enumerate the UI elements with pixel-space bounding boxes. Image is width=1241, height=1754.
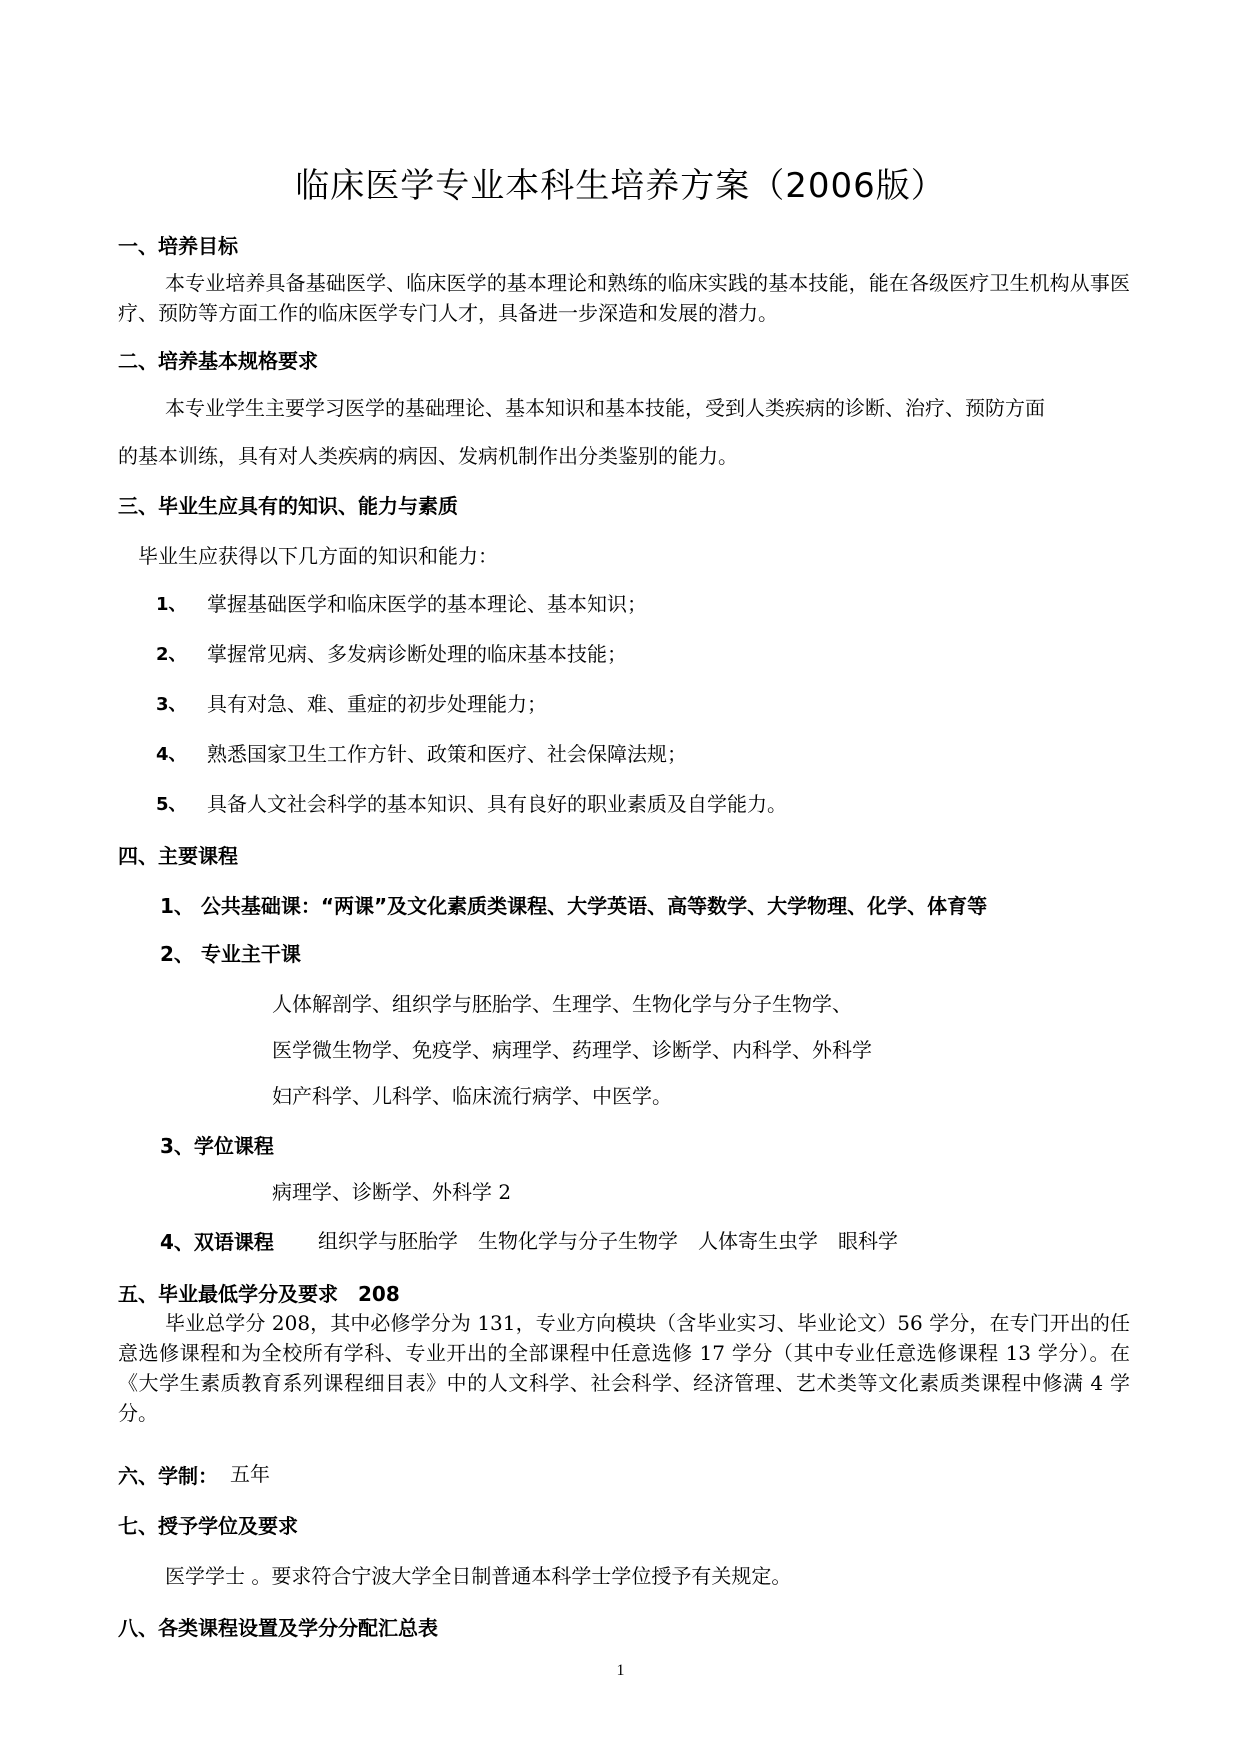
list-item: 掌握基础医学和临床医学的基本理论、基本知识； [207,592,647,616]
study-duration: 五年 [230,1462,270,1486]
list-item-number: 4、 [156,744,187,765]
section-7-paragraph: 医学学士 。要求符合宁波大学全日制普通本科学士学位授予有关规定。 [165,1564,792,1588]
section-2-heading: 二、培养基本规格要求 [118,349,318,373]
section-4-heading: 四、主要课程 [118,844,238,868]
major-courses-line-3: 妇产科学、儿科学、临床流行病学、中医学。 [272,1084,672,1108]
bilingual-courses: 组织学与胚胎学 生物化学与分子生物学 人体寄生虫学 眼科学 [318,1229,898,1253]
section-1-paragraph: 本专业培养具备基础医学、临床医学的基本理论和熟练的临床实践的基本技能，能在各级医疗卫生机构从事医疗、预防等方面工作的临床医学专门人才，具备进一步深造和发展的潜力。 [118,271,1130,325]
list-item: 具有对急、难、重症的初步处理能力； [207,692,547,716]
list-item: 掌握常见病、多发病诊断处理的临床基本技能； [207,642,627,666]
list-item-number: 2、 [156,644,187,665]
section-5-paragraph: 毕业总学分 208，其中必修学分为 131，专业方向模块（含毕业实习、毕业论文）56 学分，在专门开出的任意选修课程和为全校所有学科、专业开出的全部课程中任意选修 17 学分（其中专业任意选修课程 13 学分）。在《大学生素质教育系列课程细目表》中的人文科学、社会科学、经济管理、艺术类等文化素质类课程中修满 4 学分。 [118,1311,1130,1425]
section-8-heading: 八、各类课程设置及学分分配汇总表 [118,1616,438,1640]
list-item-number: 5、 [156,794,187,815]
major-courses-line-2: 医学微生物学、免疫学、病理学、药理学、诊断学、内科学、外科学 [272,1038,872,1062]
section-3-intro: 毕业生应获得以下几方面的知识和能力： [138,544,498,568]
section-2-line-2: 的基本训练，具有对人类疾病的病因、发病机制作出分类鉴别的能力。 [118,444,738,468]
course-category-2-label: 2、 专业主干课 [160,942,301,966]
section-7-heading: 七、授予学位及要求 [118,1514,298,1538]
section-5-heading: 五、毕业最低学分及要求 208 [118,1282,400,1306]
section-2-line-1: 本专业学生主要学习医学的基础理论、基本知识和基本技能，受到人类疾病的诊断、治疗、预防方面 [165,396,1045,420]
major-courses-line-1: 人体解剖学、组织学与胚胎学、生理学、生物化学与分子生物学、 [272,992,852,1016]
page-number: 1 [616,1662,625,1679]
list-item: 具备人文社会科学的基本知识、具有良好的职业素质及自学能力。 [207,792,787,816]
list-item: 熟悉国家卫生工作方针、政策和医疗、社会保障法规； [207,742,687,766]
list-item-number: 3、 [156,694,187,715]
course-category-4-label: 4、双语课程 [160,1230,274,1254]
section-3-heading: 三、毕业生应具有的知识、能力与素质 [118,494,458,518]
degree-courses: 病理学、诊断学、外科学 2 [272,1180,512,1204]
page-title: 临床医学专业本科生培养方案（2006版） [295,166,946,206]
course-category-1: 1、 公共基础课：“两课”及文化素质类课程、大学英语、高等数学、大学物理、化学、体育等 [160,894,988,918]
section-6-heading: 六、学制： [118,1464,218,1488]
list-item-number: 1、 [156,594,187,615]
section-1-heading: 一、培养目标 [118,234,238,258]
course-category-3-label: 3、学位课程 [160,1134,274,1158]
